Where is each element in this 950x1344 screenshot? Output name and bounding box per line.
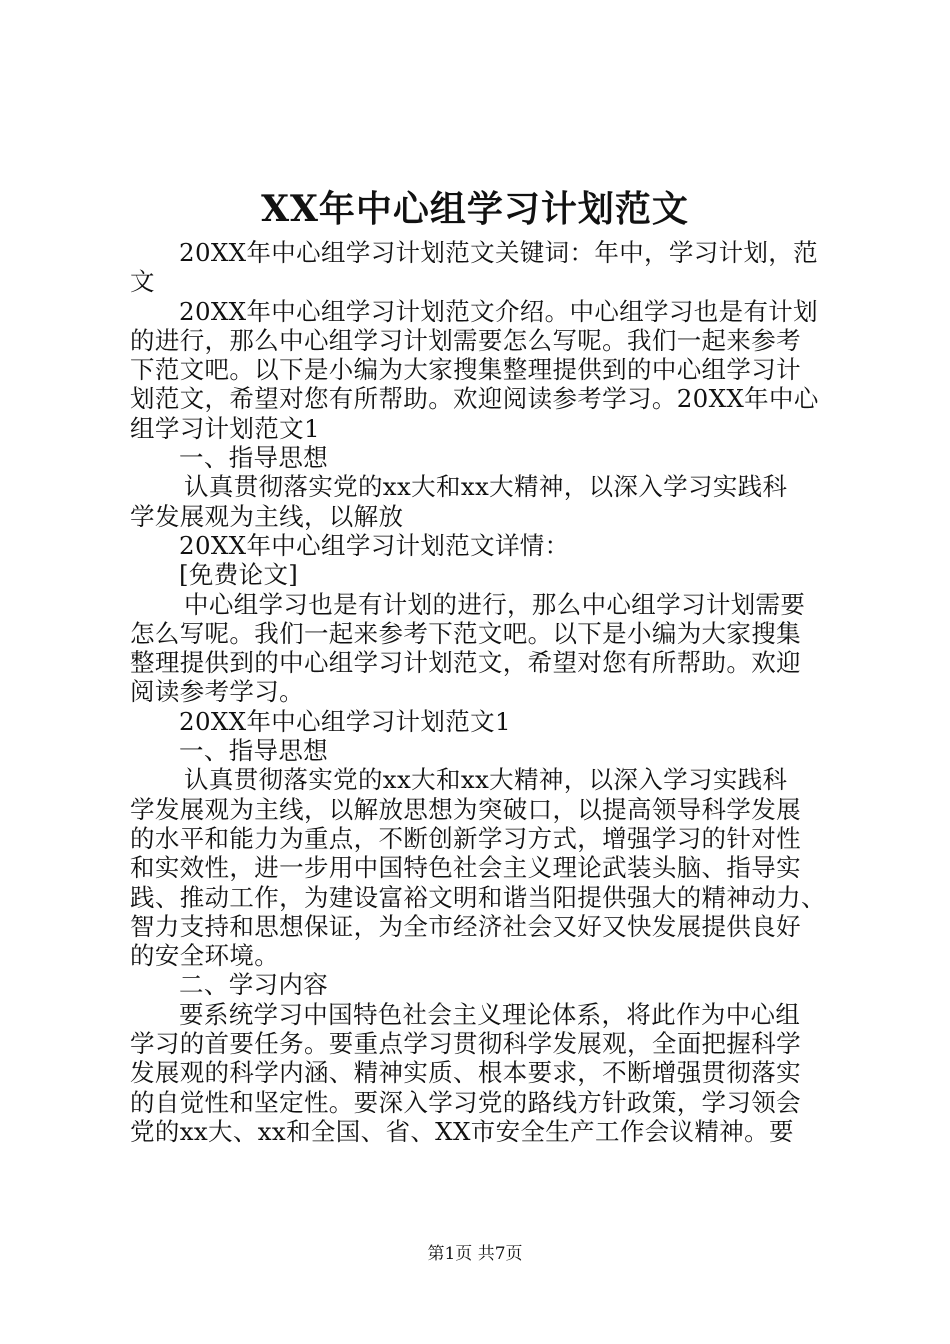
body-line: 践、推动工作，为建设富裕文明和谐当阳提供强大的精神动力、	[130, 882, 826, 912]
body-line: 智力支持和思想保证，为全市经济社会又好又快发展提供良好	[130, 911, 801, 941]
body-line: 认真贯彻落实党的xx大和xx大精神，以深入学习实践科	[184, 765, 788, 795]
document-body	[130, 238, 830, 1146]
body-line: 的进行，那么中心组学习计划需要怎么写呢。我们一起来参考	[130, 325, 801, 355]
body-line: 怎么写呢。我们一起来参考下范文吧。以下是小编为大家搜集	[130, 618, 801, 648]
body-line: 二、学习内容	[179, 970, 329, 1000]
body-line: 一、指导思想	[179, 443, 329, 473]
body-line: 认真贯彻落实党的xx大和xx大精神，以深入学习实践科	[184, 472, 788, 502]
body-line: 的安全环境。	[130, 941, 280, 971]
document-title: XX年中心组学习计划范文	[261, 188, 689, 230]
body-line: 整理提供到的中心组学习计划范文，希望对您有所帮助。欢迎	[130, 648, 801, 678]
body-line: 文	[130, 267, 155, 297]
body-line: 下范文吧。以下是小编为大家搜集整理提供到的中心组学习计	[130, 355, 801, 385]
body-line: 中心组学习也是有计划的进行，那么中心组学习计划需要	[184, 589, 806, 619]
page-footer: 第1页 共7页	[427, 1244, 523, 1264]
body-line: 学习的首要任务。要重点学习贯彻科学发展观，全面把握科学	[130, 1029, 801, 1059]
body-line: 划范文，希望对您有所帮助。欢迎阅读参考学习。20XX年中心	[130, 384, 819, 414]
body-line: 学发展观为主线，以解放思想为突破口，以提高领导科学发展	[130, 794, 801, 824]
body-line: 一、指导思想	[179, 736, 329, 766]
body-line: 20XX年中心组学习计划范文详情：	[179, 530, 570, 560]
body-line: 的水平和能力为重点，不断创新学习方式，增强学习的针对性	[130, 823, 801, 853]
body-line: 组学习计划范文1	[130, 413, 320, 443]
body-line: 20XX年中心组学习计划范文1	[179, 706, 511, 736]
body-line: 党的xx大、xx和全国、省、XX市安全生产工作会议精神。要	[130, 1116, 794, 1146]
body-line: 学发展观为主线，以解放	[130, 501, 404, 531]
body-line: 的自觉性和坚定性。要深入学习党的路线方针政策，学习领会	[130, 1087, 801, 1117]
body-line: 和实效性，进一步用中国特色社会主义理论武装头脑、指导实	[130, 853, 801, 883]
body-line: 发展观的科学内涵、精神实质、根本要求，不断增强贯彻落实	[130, 1058, 801, 1088]
body-line: 要系统学习中国特色社会主义理论体系，将此作为中心组	[179, 999, 801, 1029]
body-line: [免费论文]	[179, 560, 299, 590]
body-line: 阅读参考学习。	[130, 677, 304, 707]
body-line: 20XX年中心组学习计划范文介绍。中心组学习也是有计划	[179, 296, 819, 326]
body-line: 20XX年中心组学习计划范文关键词：年中，学习计划，范	[179, 238, 819, 267]
